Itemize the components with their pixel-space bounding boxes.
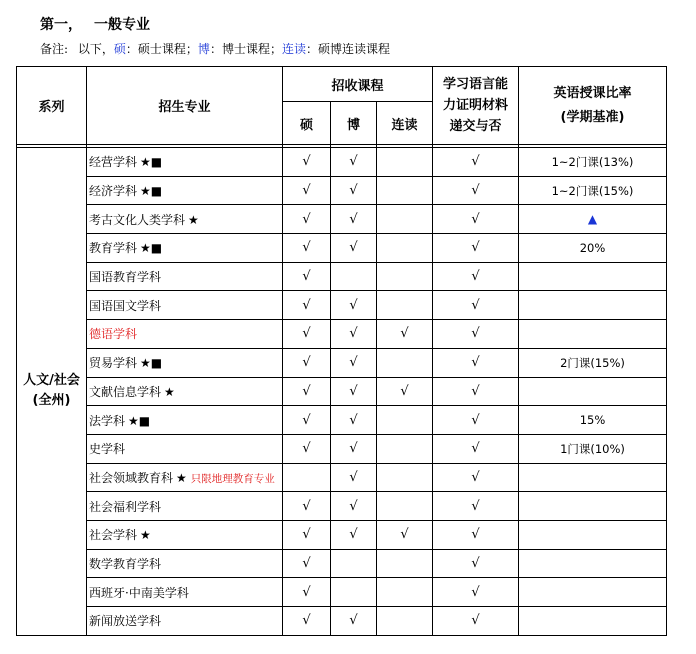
section-number: 第一， xyxy=(40,17,82,33)
major-name: 史学科 xyxy=(89,442,126,457)
english-rate: 1门课(10%) xyxy=(519,434,667,463)
doctor-check: √ xyxy=(331,205,377,234)
language-check: √ xyxy=(433,234,519,263)
major-cell xyxy=(87,520,283,549)
major-name: 德语学科 xyxy=(89,327,138,342)
major-marks: ★■ xyxy=(140,184,163,199)
language-check: √ xyxy=(433,320,519,349)
english-rate xyxy=(519,492,667,521)
language-check: √ xyxy=(433,176,519,205)
english-rate xyxy=(519,291,667,320)
major-name: 文献信息学科 xyxy=(89,384,162,399)
header-major: 招生专业 xyxy=(87,67,283,145)
major-marks: ★ xyxy=(176,470,187,485)
english-rate xyxy=(519,377,667,406)
table-row xyxy=(17,234,667,263)
table-row xyxy=(17,607,667,636)
language-check: √ xyxy=(433,463,519,492)
doctor-check xyxy=(331,549,377,578)
english-rate: 2门课(15%) xyxy=(519,348,667,377)
major-name: 国语教育学科 xyxy=(89,270,162,285)
major-name: 新闻放送学科 xyxy=(89,614,162,629)
header-language-line3: 递交与否 xyxy=(449,119,502,134)
language-check: √ xyxy=(433,578,519,607)
header-combined: 连读 xyxy=(377,102,433,145)
note-intro: 以下， xyxy=(77,42,114,56)
english-rate: 1~2门课(15%) xyxy=(519,176,667,205)
table-row xyxy=(17,348,667,377)
major-cell xyxy=(87,234,283,263)
major-cell xyxy=(87,205,283,234)
combined-check xyxy=(377,607,433,636)
language-check: √ xyxy=(433,262,519,291)
major-cell xyxy=(87,607,283,636)
table-row xyxy=(17,578,667,607)
table-row xyxy=(17,549,667,578)
master-check: √ xyxy=(283,320,331,349)
department-line2: (全州) xyxy=(32,393,71,409)
combined-key: 连读 xyxy=(281,42,306,56)
major-cell xyxy=(87,492,283,521)
language-check: √ xyxy=(433,406,519,435)
doctor-check: √ xyxy=(331,291,377,320)
english-rate xyxy=(519,320,667,349)
doctor-check: √ xyxy=(331,492,377,521)
major-name: 社会学科 xyxy=(89,528,138,543)
master-text: ：硕士课程； xyxy=(125,42,198,56)
combined-check xyxy=(377,234,433,263)
master-check: √ xyxy=(283,607,331,636)
language-check: √ xyxy=(433,205,519,234)
major-name: 西班牙·中南美学科 xyxy=(89,585,189,600)
table-row xyxy=(17,176,667,205)
language-check: √ xyxy=(433,492,519,521)
combined-check xyxy=(377,262,433,291)
major-restriction: 只限地理教育专业 xyxy=(190,472,275,485)
department-cell xyxy=(17,148,87,636)
major-cell xyxy=(87,377,283,406)
table-row xyxy=(17,520,667,549)
english-rate: 15% xyxy=(519,406,667,435)
header-language xyxy=(433,67,519,145)
major-name: 教育学科 xyxy=(89,241,138,256)
language-check: √ xyxy=(433,291,519,320)
master-check: √ xyxy=(283,291,331,320)
table-row xyxy=(17,406,667,435)
admission-table xyxy=(16,66,667,636)
language-check: √ xyxy=(433,348,519,377)
combined-check: √ xyxy=(377,377,433,406)
combined-check: √ xyxy=(377,520,433,549)
major-cell xyxy=(87,262,283,291)
table-row xyxy=(17,148,667,177)
combined-check xyxy=(377,148,433,177)
section-heading xyxy=(40,14,150,34)
combined-check xyxy=(377,578,433,607)
english-rate: 1~2门课(13%) xyxy=(519,148,667,177)
major-cell xyxy=(87,406,283,435)
doctor-check xyxy=(331,262,377,291)
english-rate: 20% xyxy=(519,234,667,263)
doctor-check xyxy=(331,578,377,607)
combined-check xyxy=(377,463,433,492)
doctor-check: √ xyxy=(331,234,377,263)
combined-check: √ xyxy=(377,320,433,349)
table-row xyxy=(17,291,667,320)
major-name: 数学教育学科 xyxy=(89,556,162,571)
major-marks: ★■ xyxy=(140,241,163,256)
header-english xyxy=(519,67,667,145)
major-cell xyxy=(87,291,283,320)
header-doctor: 博 xyxy=(331,102,377,145)
doctor-check: √ xyxy=(331,176,377,205)
master-check xyxy=(283,463,331,492)
doctor-check: √ xyxy=(331,348,377,377)
table-row xyxy=(17,377,667,406)
doctor-key: 博 xyxy=(197,42,210,56)
major-cell xyxy=(87,463,283,492)
major-name: 经营学科 xyxy=(89,155,138,170)
language-check: √ xyxy=(433,607,519,636)
major-name: 法学科 xyxy=(89,413,126,428)
major-marks: ★ xyxy=(188,212,199,227)
doctor-check: √ xyxy=(331,320,377,349)
combined-check xyxy=(377,549,433,578)
major-marks: ★■ xyxy=(128,413,151,428)
doctor-check: √ xyxy=(331,148,377,177)
master-check: √ xyxy=(283,492,331,521)
major-name: 考古文化人类学科 xyxy=(89,212,186,227)
major-cell xyxy=(87,549,283,578)
table-row xyxy=(17,492,667,521)
combined-check xyxy=(377,492,433,521)
master-check: √ xyxy=(283,406,331,435)
major-name: 贸易学科 xyxy=(89,356,138,371)
english-rate xyxy=(519,205,667,234)
doctor-text: ：博士课程； xyxy=(209,42,282,56)
master-check: √ xyxy=(283,434,331,463)
major-cell xyxy=(87,320,283,349)
header-master: 硕 xyxy=(283,102,331,145)
note-label: 备注: xyxy=(40,42,69,56)
english-rate xyxy=(519,549,667,578)
combined-check xyxy=(377,348,433,377)
doctor-check: √ xyxy=(331,607,377,636)
table-row xyxy=(17,320,667,349)
combined-check xyxy=(377,176,433,205)
master-check: √ xyxy=(283,377,331,406)
combined-text: ：硕博连读课程 xyxy=(305,42,390,56)
language-check: √ xyxy=(433,434,519,463)
major-marks: ★ xyxy=(140,528,151,543)
triangle-icon: ▲ xyxy=(587,212,598,227)
department-line1: 人文/社会 xyxy=(23,373,80,389)
header-department: 系列 xyxy=(17,67,87,145)
doctor-check: √ xyxy=(331,377,377,406)
major-name: 国语国文学科 xyxy=(89,298,162,313)
doctor-check: √ xyxy=(331,520,377,549)
master-key: 硕 xyxy=(113,42,126,56)
table-row xyxy=(17,205,667,234)
doctor-check: √ xyxy=(331,434,377,463)
major-cell xyxy=(87,348,283,377)
header-language-line1: 学习语言能 xyxy=(442,77,508,92)
table-row xyxy=(17,262,667,291)
major-cell xyxy=(87,578,283,607)
section-title: 一般专业 xyxy=(94,17,150,33)
english-rate xyxy=(519,578,667,607)
master-check: √ xyxy=(283,148,331,177)
header-english-line1: 英语授课比率 xyxy=(553,85,632,101)
major-cell xyxy=(87,434,283,463)
major-name: 社会福利学科 xyxy=(89,499,162,514)
master-check: √ xyxy=(283,348,331,377)
master-check: √ xyxy=(283,234,331,263)
language-check: √ xyxy=(433,377,519,406)
header-language-line2: 力证明材料 xyxy=(442,98,508,113)
table-row xyxy=(17,434,667,463)
english-rate xyxy=(519,607,667,636)
combined-check xyxy=(377,205,433,234)
doctor-check: √ xyxy=(331,463,377,492)
major-marks: ★■ xyxy=(140,155,163,170)
language-check: √ xyxy=(433,520,519,549)
major-marks: ★■ xyxy=(140,356,163,371)
language-check: √ xyxy=(433,549,519,578)
master-check: √ xyxy=(283,578,331,607)
english-rate xyxy=(519,520,667,549)
header-english-line2: (学期基准) xyxy=(560,109,625,125)
language-check: √ xyxy=(433,148,519,177)
master-check: √ xyxy=(283,262,331,291)
table-row xyxy=(17,463,667,492)
combined-check xyxy=(377,291,433,320)
master-check: √ xyxy=(283,520,331,549)
english-rate xyxy=(519,463,667,492)
english-rate xyxy=(519,262,667,291)
combined-check xyxy=(377,406,433,435)
major-cell xyxy=(87,148,283,177)
major-marks: ★ xyxy=(164,384,175,399)
master-check: √ xyxy=(283,549,331,578)
master-check: √ xyxy=(283,176,331,205)
header-courses: 招收课程 xyxy=(283,67,433,102)
major-name: 经济学科 xyxy=(89,184,138,199)
master-check: √ xyxy=(283,205,331,234)
legend-note xyxy=(40,40,390,57)
major-cell xyxy=(87,176,283,205)
major-name: 社会领域教育科 xyxy=(89,470,174,485)
combined-check xyxy=(377,434,433,463)
doctor-check: √ xyxy=(331,406,377,435)
